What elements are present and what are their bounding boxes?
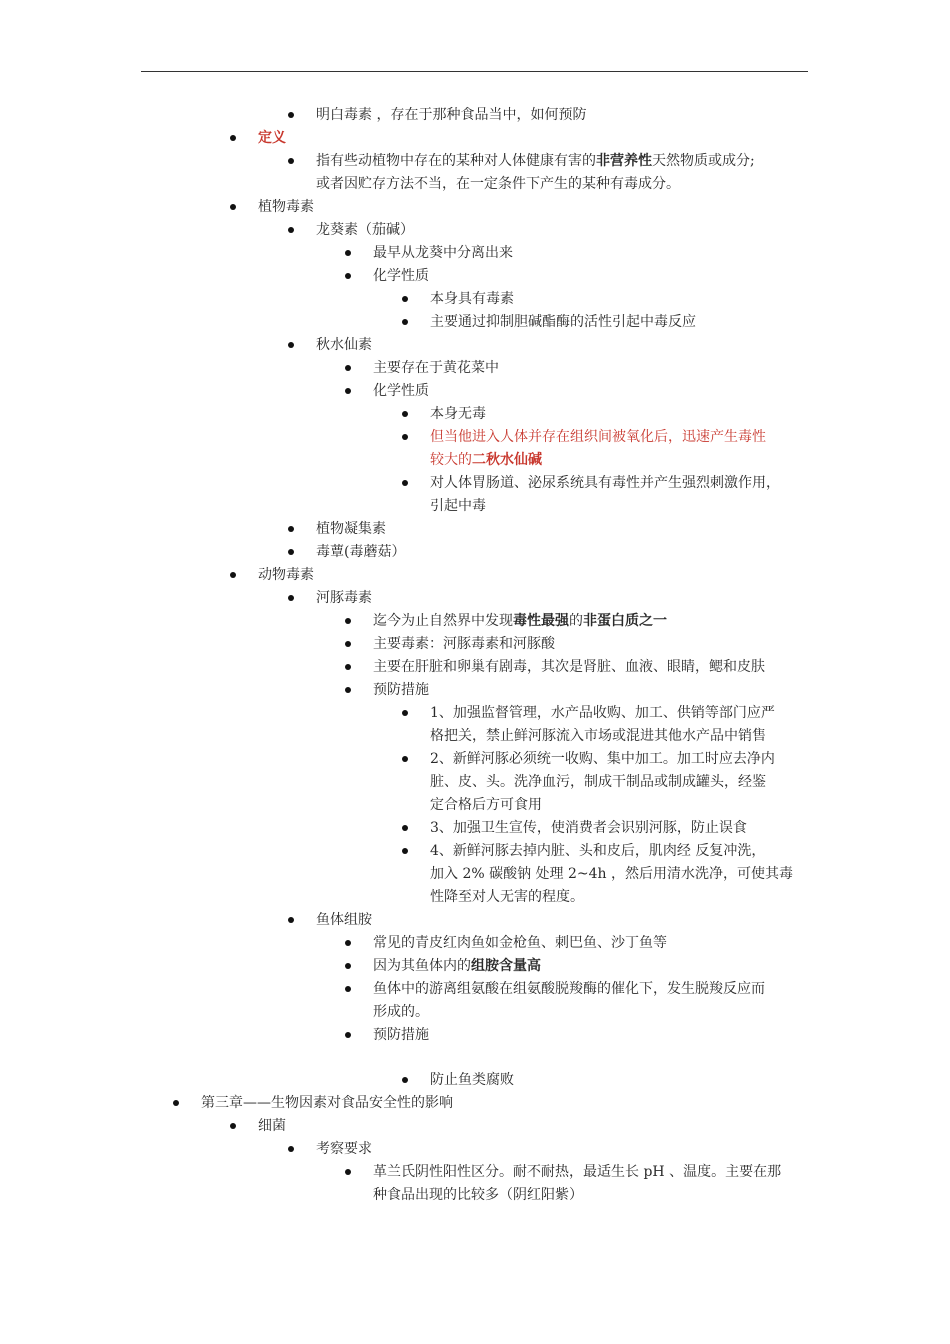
list-item-continuation: 加入 2% 碳酸钠 处理 2~4h ，然后用清水洗净，可使其毒: [430, 866, 794, 882]
bullet: [402, 1077, 408, 1083]
list-item: 革兰氏阴性阳性区分。耐不耐热，最适生长 pH 、温度。主要在那: [373, 1164, 782, 1180]
list-item-continuation: 或者因贮存方法不当，在一定条件下产生的某种有毒成分。: [316, 176, 680, 192]
chapter-heading: 第三章——生物因素对食品安全性的影响: [201, 1095, 453, 1111]
list-item: 防止鱼类腐败: [430, 1072, 514, 1088]
list-item: 最早从龙葵中分离出来: [373, 245, 513, 261]
bullet: [345, 986, 351, 992]
bullet: [288, 526, 294, 532]
bullet: [402, 710, 408, 716]
bullet: [288, 158, 294, 164]
bullet: [345, 641, 351, 647]
list-item-continuation: 脏、皮、头。洗净血污，制成干制品或制成罐头，经鉴: [430, 774, 766, 790]
list-item: 明白毒素 ，存在于那种食品当中，如何预防: [316, 107, 587, 123]
emphasis-text: 非蛋白质之一: [583, 613, 667, 629]
list-item-continuation: 形成的。: [373, 1004, 429, 1020]
bullet: [288, 227, 294, 233]
list-item: [373, 612, 667, 630]
bullet: [345, 940, 351, 946]
bullet: [230, 204, 236, 210]
list-item: 秋水仙素: [316, 337, 372, 353]
bullet: [402, 411, 408, 417]
bullet: [173, 1100, 179, 1106]
list-item-continuation: 格把关，禁止鲜河豚流入市场或混进其他水产品中销售: [430, 728, 766, 744]
list-item: 本身具有毒素: [430, 291, 514, 307]
list-item: 3、加强卫生宣传，使消费者会识别河豚，防止误食: [430, 820, 747, 836]
emphasis-text: 毒性最强: [513, 613, 569, 629]
bullet: [230, 1123, 236, 1129]
text-span: 较大的: [430, 452, 472, 468]
bullet: [230, 572, 236, 578]
bullet: [230, 135, 236, 141]
bullet: [288, 595, 294, 601]
text-span: 指有些动植物中存在的某种对人体健康有害的: [316, 153, 596, 169]
emphasis-text: 非营养性: [596, 153, 652, 169]
bullet: [345, 388, 351, 394]
list-item-continuation: 定合格后方可食用: [430, 797, 542, 813]
list-item: 主要毒素：河豚毒素和河豚酸: [373, 636, 555, 652]
bullet: [288, 112, 294, 118]
emphasis-text: 二秋水仙碱: [472, 452, 542, 468]
list-item-continuation: [430, 451, 542, 469]
bullet: [345, 1169, 351, 1175]
bullet: [288, 549, 294, 555]
list-item-highlight: 但当他进入人体并存在组织间被氧化后，迅速产生毒性: [430, 429, 766, 445]
bullet: [345, 687, 351, 693]
text-span: 的: [569, 613, 583, 629]
list-item: 植物毒素: [258, 199, 314, 215]
list-item-continuation: 性降至对人无害的程度。: [430, 889, 584, 905]
bullet: [288, 917, 294, 923]
list-item: 主要在肝脏和卵巢有剧毒，其次是肾脏、血液、眼睛，鳃和皮肤: [373, 659, 765, 675]
list-item: 考察要求: [316, 1141, 372, 1157]
list-item: 1、加强监督管理，水产品收购、加工、供销等部门应严: [430, 705, 775, 721]
bullet: [402, 296, 408, 302]
list-item: 2、新鲜河豚必须统一收购、集中加工。加工时应去净内: [430, 751, 775, 767]
list-item: 对人体胃肠道、泌尿系统具有毒性并产生强烈刺激作用，: [430, 475, 780, 491]
list-item-continuation: 种食品出现的比较多（阴红阳紫）: [373, 1187, 583, 1203]
list-item: 常见的青皮红肉鱼如金枪鱼、刺巴鱼、沙丁鱼等: [373, 935, 667, 951]
list-item: 化学性质: [373, 383, 429, 399]
bullet: [345, 618, 351, 624]
bullet: [345, 963, 351, 969]
list-item: 主要存在于黄花菜中: [373, 360, 499, 376]
section-heading-definition: 定义: [258, 130, 286, 146]
bullet: [345, 250, 351, 256]
list-item: 4、新鲜河豚去掉内脏、头和皮后，肌肉经 反复冲洗，: [430, 843, 766, 859]
list-item: 毒蕈(毒蘑菇）: [316, 544, 406, 560]
bullet: [288, 342, 294, 348]
emphasis-text: 组胺含量高: [471, 958, 541, 974]
bullet: [288, 1146, 294, 1152]
bullet: [345, 365, 351, 371]
header-rule: [141, 71, 808, 72]
list-item: 细菌: [258, 1118, 286, 1134]
bullet: [345, 1032, 351, 1038]
list-item: 植物凝集素: [316, 521, 386, 537]
bullet: [345, 273, 351, 279]
text-span: 迄今为止自然界中发现: [373, 613, 513, 629]
list-item: 鱼体组胺: [316, 912, 372, 928]
text-span: 因为其鱼体内的: [373, 958, 471, 974]
bullet: [402, 756, 408, 762]
bullet: [402, 480, 408, 486]
bullet: [402, 825, 408, 831]
bullet: [402, 434, 408, 440]
list-item: [316, 152, 755, 170]
list-item: 鱼体中的游离组氨酸在组氨酸脱羧酶的催化下，发生脱羧反应而: [373, 981, 765, 997]
list-item: 河豚毒素: [316, 590, 372, 606]
list-item: 龙葵素（茄碱）: [316, 222, 414, 238]
list-item: [373, 957, 541, 975]
bullet: [402, 848, 408, 854]
list-item-continuation: 引起中毒: [430, 498, 486, 514]
bullet: [402, 319, 408, 325]
list-item: 预防措施: [373, 682, 429, 698]
text-span: 天然物质或成分;: [652, 153, 755, 169]
list-item: 主要通过抑制胆碱酯酶的活性引起中毒反应: [430, 314, 696, 330]
list-item: 动物毒素: [258, 567, 314, 583]
list-item: 化学性质: [373, 268, 429, 284]
list-item: 本身无毒: [430, 406, 486, 422]
list-item: 预防措施: [373, 1027, 429, 1043]
bullet: [345, 664, 351, 670]
